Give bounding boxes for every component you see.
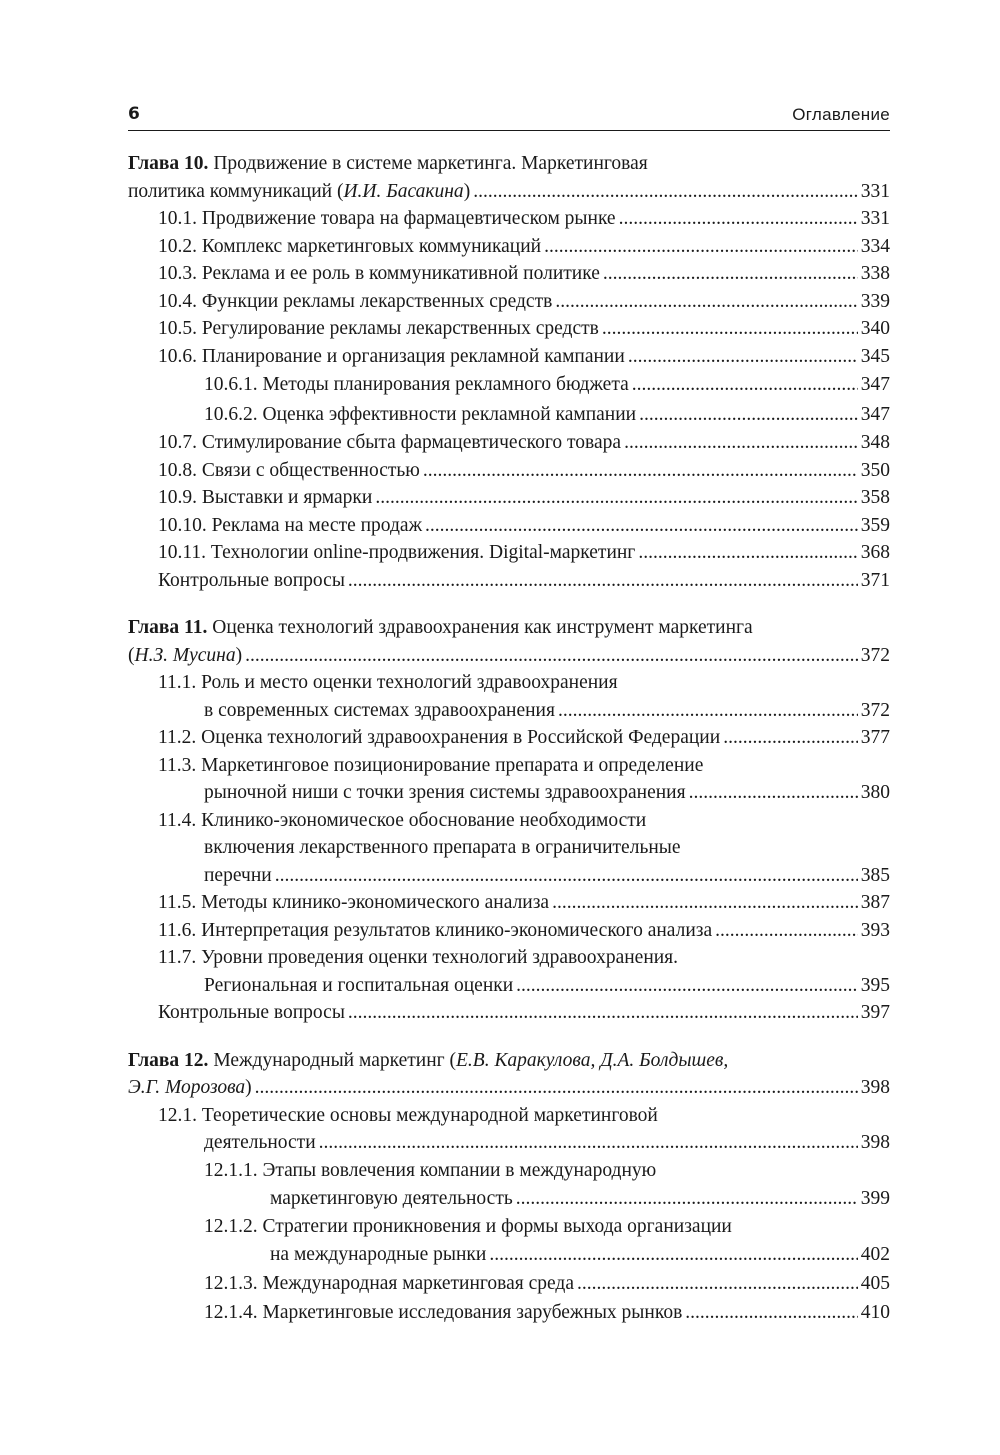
dot-leader	[319, 1129, 858, 1157]
page-ref: 380	[860, 782, 890, 803]
entry-title: маркетинговую деятельность	[270, 1187, 513, 1209]
page-ref: 402	[860, 1243, 890, 1265]
page-ref: 358	[860, 487, 890, 508]
page-ref: 340	[860, 318, 890, 339]
dot-leader	[558, 697, 858, 725]
page-ref: 372	[860, 699, 890, 721]
dot-leader	[489, 1241, 857, 1269]
page-ref: 371	[860, 569, 890, 591]
entry-title: Методы планирования рекламного бюджета	[262, 374, 629, 395]
page-ref: 348	[860, 432, 890, 453]
entry-number: 10.8.	[158, 459, 197, 481]
entry-title: Контрольные вопросы	[158, 1002, 345, 1023]
entry-number: 10.4.	[158, 290, 197, 312]
entry-number: 11.5.	[158, 892, 197, 913]
chapter-12-entry[interactable]	[128, 1047, 890, 1102]
toc-entry[interactable]	[128, 669, 890, 724]
entry-number: 11.4.	[158, 809, 197, 831]
entry-title: Функции рекламы лекарственных средств	[201, 290, 553, 312]
page-ref: 350	[860, 459, 890, 481]
dot-leader	[555, 288, 857, 316]
entry-number: 11.3.	[158, 754, 197, 776]
toc-entry[interactable]	[128, 315, 890, 343]
entry-title: Продвижение товара на фармацевтическом рынке	[201, 208, 616, 229]
dot-leader	[516, 1185, 858, 1213]
entry-title: Международная маркетинговая среда	[262, 1272, 575, 1294]
toc-entry[interactable]	[128, 807, 890, 890]
toc-entry[interactable]	[128, 999, 890, 1027]
toc-entry[interactable]	[128, 288, 890, 316]
page-ref: 395	[860, 974, 890, 996]
dot-leader	[603, 260, 858, 288]
entry-title: Реклама на месте продаж	[211, 514, 423, 536]
page-ref: 385	[860, 864, 890, 886]
entry-title: Связи с общественностью	[201, 459, 420, 481]
toc-entry[interactable]	[128, 724, 890, 752]
dot-leader	[516, 972, 858, 1000]
entry-number: 10.5.	[158, 318, 197, 339]
toc-entry[interactable]	[128, 512, 890, 540]
dot-leader	[275, 862, 858, 890]
entry-title: в современных системах здравоохранения	[204, 699, 555, 721]
dot-leader	[245, 642, 858, 670]
entry-number: 10.3.	[158, 263, 197, 284]
page-ref: 393	[860, 919, 890, 941]
entry-title: Роль и место оценки технологий здравоохранения	[201, 672, 618, 693]
entry-number: 11.1.	[158, 672, 197, 693]
page-ref: 331	[860, 180, 890, 202]
toc-entry[interactable]	[128, 1102, 890, 1157]
dot-leader	[602, 315, 858, 343]
chapter-title: Международный маркетинг (	[208, 1049, 457, 1071]
dot-leader	[425, 512, 858, 540]
toc-entry[interactable]	[128, 889, 890, 917]
entry-title: деятельности	[204, 1132, 316, 1153]
entry-number: 12.1.4.	[204, 1302, 258, 1323]
dot-leader	[544, 233, 858, 261]
page-ref: 399	[860, 1187, 890, 1209]
entry-number: 10.7.	[158, 432, 197, 453]
chapter-title: )	[245, 1077, 252, 1098]
chapter-title: Продвижение в системе маркетинга. Маркетинговая	[208, 153, 648, 174]
chapter-authors: И.И. Басакина	[343, 180, 464, 202]
page-ref: 347	[860, 374, 890, 395]
toc-entry[interactable]	[128, 484, 890, 512]
page-number: 6	[128, 104, 140, 124]
page-ref: 338	[860, 263, 890, 284]
dot-leader	[638, 539, 857, 567]
table-of-contents	[128, 150, 890, 1328]
toc-entry[interactable]	[128, 567, 890, 595]
entry-title: Выставки и ярмарки	[201, 487, 373, 508]
dot-leader	[685, 1298, 857, 1328]
dot-leader	[375, 484, 857, 512]
page-ref: 372	[860, 644, 890, 666]
entry-number: 12.1.3.	[204, 1272, 258, 1294]
entry-title: Маркетинговые исследования зарубежных рынков	[262, 1302, 683, 1323]
dot-leader	[619, 205, 858, 233]
entry-title: Методы клинико-экономического анализа	[201, 892, 550, 913]
entry-title: Регулирование рекламы лекарственных средств	[201, 318, 599, 339]
entry-title: Теоретические основы международной маркетинговой	[201, 1104, 658, 1126]
chapter-title: политика коммуникаций (	[128, 180, 344, 202]
entry-title: Оценка эффективности рекламной кампании	[262, 403, 637, 425]
entry-title: Реклама и ее роль в коммуникативной политике	[201, 263, 600, 284]
dot-leader	[255, 1074, 858, 1102]
toc-entry[interactable]	[128, 944, 890, 999]
dot-leader	[624, 429, 858, 457]
entry-number: 10.9.	[158, 487, 197, 508]
page-ref: 331	[860, 208, 890, 229]
chapter-authors: Н.З. Мусина	[134, 644, 236, 666]
running-header	[128, 104, 890, 131]
page-ref: 334	[860, 235, 890, 257]
toc-entry[interactable]	[128, 260, 890, 288]
page-ref: 339	[860, 290, 890, 312]
entry-number: 12.1.1.	[204, 1159, 258, 1181]
section-title: Оглавление	[792, 105, 890, 124]
toc-entry[interactable]	[128, 233, 890, 261]
toc-entry[interactable]	[128, 539, 890, 567]
entry-title: Маркетинговое позиционирование препарата и определение	[201, 754, 704, 776]
entry-title: Планирование и организация рекламной кампании	[201, 345, 625, 367]
dot-leader	[689, 779, 858, 807]
dot-leader	[632, 370, 858, 400]
entry-number: 10.11.	[158, 542, 207, 563]
toc-entry[interactable]	[128, 1213, 890, 1269]
chapter-authors: Е.В. Каракулова, Д.А. Болдышев,	[456, 1049, 729, 1071]
chapter-title: )	[463, 180, 471, 202]
dot-leader	[552, 889, 858, 917]
page-ref: 397	[860, 1002, 890, 1023]
entry-number: 10.10.	[158, 514, 207, 536]
entry-number: 10.6.2.	[204, 403, 258, 425]
entry-number: 10.6.	[158, 345, 197, 367]
entry-number: 11.6.	[158, 919, 197, 941]
chapter-label: Глава 12.	[128, 1049, 209, 1071]
page-ref: 398	[860, 1132, 890, 1153]
chapter-11-entry[interactable]	[128, 614, 890, 669]
chapter-label: Глава 11.	[128, 617, 208, 638]
entry-title: Уровни проведения оценки технологий здравоохранения.	[201, 947, 679, 968]
page-ref: 410	[860, 1302, 890, 1323]
page-ref: 359	[860, 514, 890, 536]
entry-number: 12.1.2.	[204, 1215, 258, 1237]
toc-entry[interactable]	[128, 457, 890, 485]
page-ref: 398	[860, 1077, 890, 1098]
chapter-title: )	[235, 644, 243, 666]
chapter-title: Оценка технологий здравоохранения как инструмент маркетинга	[207, 617, 753, 638]
entry-title: Клинико-экономическое обоснование необходимости	[201, 809, 647, 831]
page-ref: 368	[860, 542, 890, 563]
entry-number: 12.1.	[158, 1104, 197, 1126]
dot-leader	[577, 1269, 858, 1299]
toc-entry[interactable]	[128, 1269, 890, 1299]
entry-title: Стимулирование сбыта фармацевтического товара	[201, 432, 622, 453]
entry-title: Комплекс маркетинговых коммуникаций	[201, 235, 542, 257]
dot-leader	[723, 724, 858, 752]
dot-leader	[715, 917, 858, 945]
toc-entry[interactable]	[128, 205, 890, 233]
page-ref: 347	[860, 403, 890, 425]
entry-title: Стратегии проникновения и формы выхода организации	[262, 1215, 732, 1237]
entry-title: Региональная и госпитальная оценки	[204, 974, 514, 996]
entry-title: перечни	[204, 864, 272, 886]
dot-leader	[348, 999, 858, 1027]
entry-title: Оценка технологий здравоохранения в Российской Федерации	[201, 727, 721, 748]
entry-title: рыночной ниши с точки зрения системы здравоохранения	[204, 782, 686, 803]
chapter-10-entry[interactable]	[128, 150, 890, 205]
toc-entry[interactable]	[128, 1298, 890, 1328]
entry-number: 11.2.	[158, 727, 197, 748]
page-ref: 387	[860, 892, 890, 913]
toc-entry[interactable]	[128, 1157, 890, 1213]
entry-number: 10.6.1.	[204, 374, 258, 395]
dot-leader	[639, 400, 858, 430]
toc-entry[interactable]	[128, 400, 890, 430]
entry-number: 10.1.	[158, 208, 197, 229]
chapter-title: (	[128, 644, 135, 666]
page-ref: 345	[860, 345, 890, 367]
page-ref: 377	[860, 727, 890, 748]
entry-title: на международные рынки	[270, 1243, 487, 1265]
chapter-label: Глава 10.	[128, 153, 209, 174]
entry-title: Технологии online-продвижения. Digital-маркетинг	[210, 542, 636, 563]
page-ref: 405	[860, 1272, 890, 1294]
dot-leader	[628, 343, 858, 371]
chapter-authors: Э.Г. Морозова	[128, 1077, 246, 1098]
entry-title: включения лекарственного препарата в ограничительные	[204, 837, 681, 858]
entry-number: 10.2.	[158, 235, 197, 257]
dot-leader	[348, 567, 858, 595]
dot-leader	[423, 457, 858, 485]
toc-entry[interactable]	[128, 370, 890, 400]
toc-entry[interactable]	[128, 343, 890, 371]
entry-title: Этапы вовлечения компании в международную	[262, 1159, 657, 1181]
dot-leader	[473, 178, 858, 206]
entry-title: Интерпретация результатов клинико-экономического анализа	[201, 919, 713, 941]
entry-number: 11.7.	[158, 947, 197, 968]
toc-entry[interactable]	[128, 917, 890, 945]
toc-entry[interactable]	[128, 429, 890, 457]
toc-entry[interactable]	[128, 752, 890, 807]
entry-title: Контрольные вопросы	[158, 569, 345, 591]
